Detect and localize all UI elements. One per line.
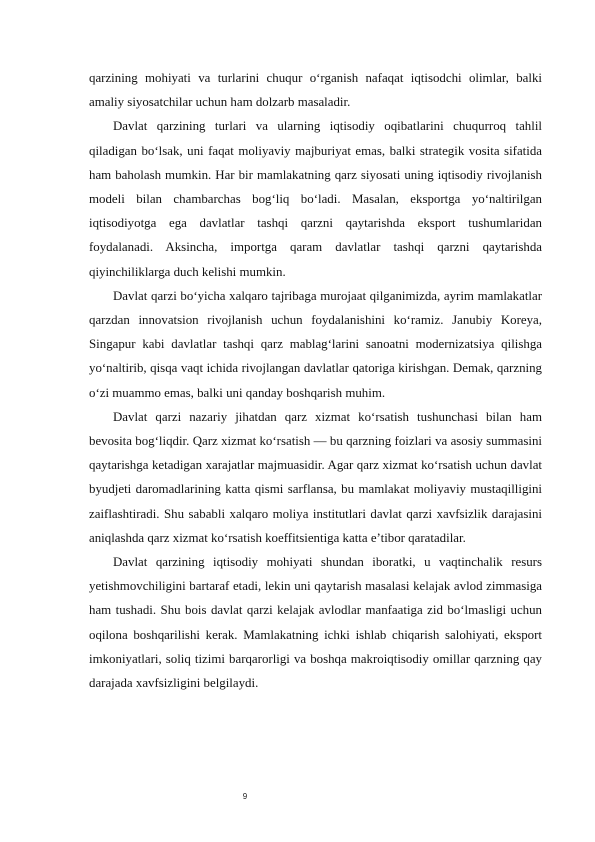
page-number: 9 xyxy=(242,792,248,801)
paragraph-3: Davlat qarzi bo‘yicha xalqaro tajribaga murojaat qilganimizda, ayrim mamlakatlar qarzdan innovatsion rivojlanish uchun foydalanishini ko‘ramiz. Janubiy Koreya, Singapur kabi davlatlar tashqi qarz mablag‘larini sanoatni modernizatsiya qilishga yo‘naltirib, qisqa vaqt ichida rivojlangan davlatlar qatoriga kirishgan. Demak, qarzning o‘zi muammo emas, balki uni qanday boshqarish muhim. xyxy=(89,288,542,400)
paragraph-4: Davlat qarzi nazariy jihatdan qarz xizmat ko‘rsatish tushunchasi bilan ham bevosita bog‘liqdir. Qarz xizmat ko‘rsatish — bu qarzning foizlari va asosiy summasini qaytarishga ketadigan xarajatlar majmuasidir. Agar qarz xizmat ko‘rsatish uchun davlat byudjeti daromadlarining katta qismi sarflansa, bu mamlakat moliyaviy mustaqilligini zaiflashtiradi. Shu sababli xalqaro moliya institutlari davlat qarzi xavfsizlik darajasini aniqlashda qarz xizmat ko‘rsatish koeffitsientiga katta e’tibor qaratadilar. xyxy=(89,409,542,545)
paragraph-1: qarzining mohiyati va turlarini chuqur o‘rganish nafaqat iqtisodchi olimlar, balki amaliy siyosatchilar uchun ham dolzarb masaladir. xyxy=(89,71,542,110)
paragraph-5: Davlat qarzining iqtisodiy mohiyati shundan iboratki, u vaqtinchalik resurs yetishmovchiligini bartaraf etadi, lekin uni qaytarish masalasi kelajak avlod zimmasiga ham tushadi. Shu bois davlat qarzi kelajak avlodlar manfaatiga zid bo‘lmasligi uchun oqilona boshqarilishi kerak. Mamlakatning ichki ishlab chiqarish salohiyati, eksport imkoniyatlari, soliq tizimi barqarorligi va boshqa makroiqtisodiy omillar qarzning qay darajada xavfsizligini belgilaydi. xyxy=(89,555,542,691)
paragraph-2: Davlat qarzining turlari va ularning iqtisodiy oqibatlarini chuqurroq tahlil qiladigan bo‘lsak, uni faqat moliyaviy majburiyat emas, balki strategik vosita sifatida ham baholash mumkin. Har bir mamlakatning qarz siyosati uning iqtisodiy rivojlanish modeli bilan chambarchas bog‘liq bo‘ladi. Masalan, eksportga yo‘naltirilgan iqtisodiyotga ega davlatlar tashqi qarzni qaytarishda eksport tushumlaridan foydalanadi. Aksincha, importga qaram davlatlar tashqi qarzni qaytarishda qiyinchiliklarga duch kelishi mumkin. xyxy=(89,119,542,279)
document-body xyxy=(89,66,542,695)
